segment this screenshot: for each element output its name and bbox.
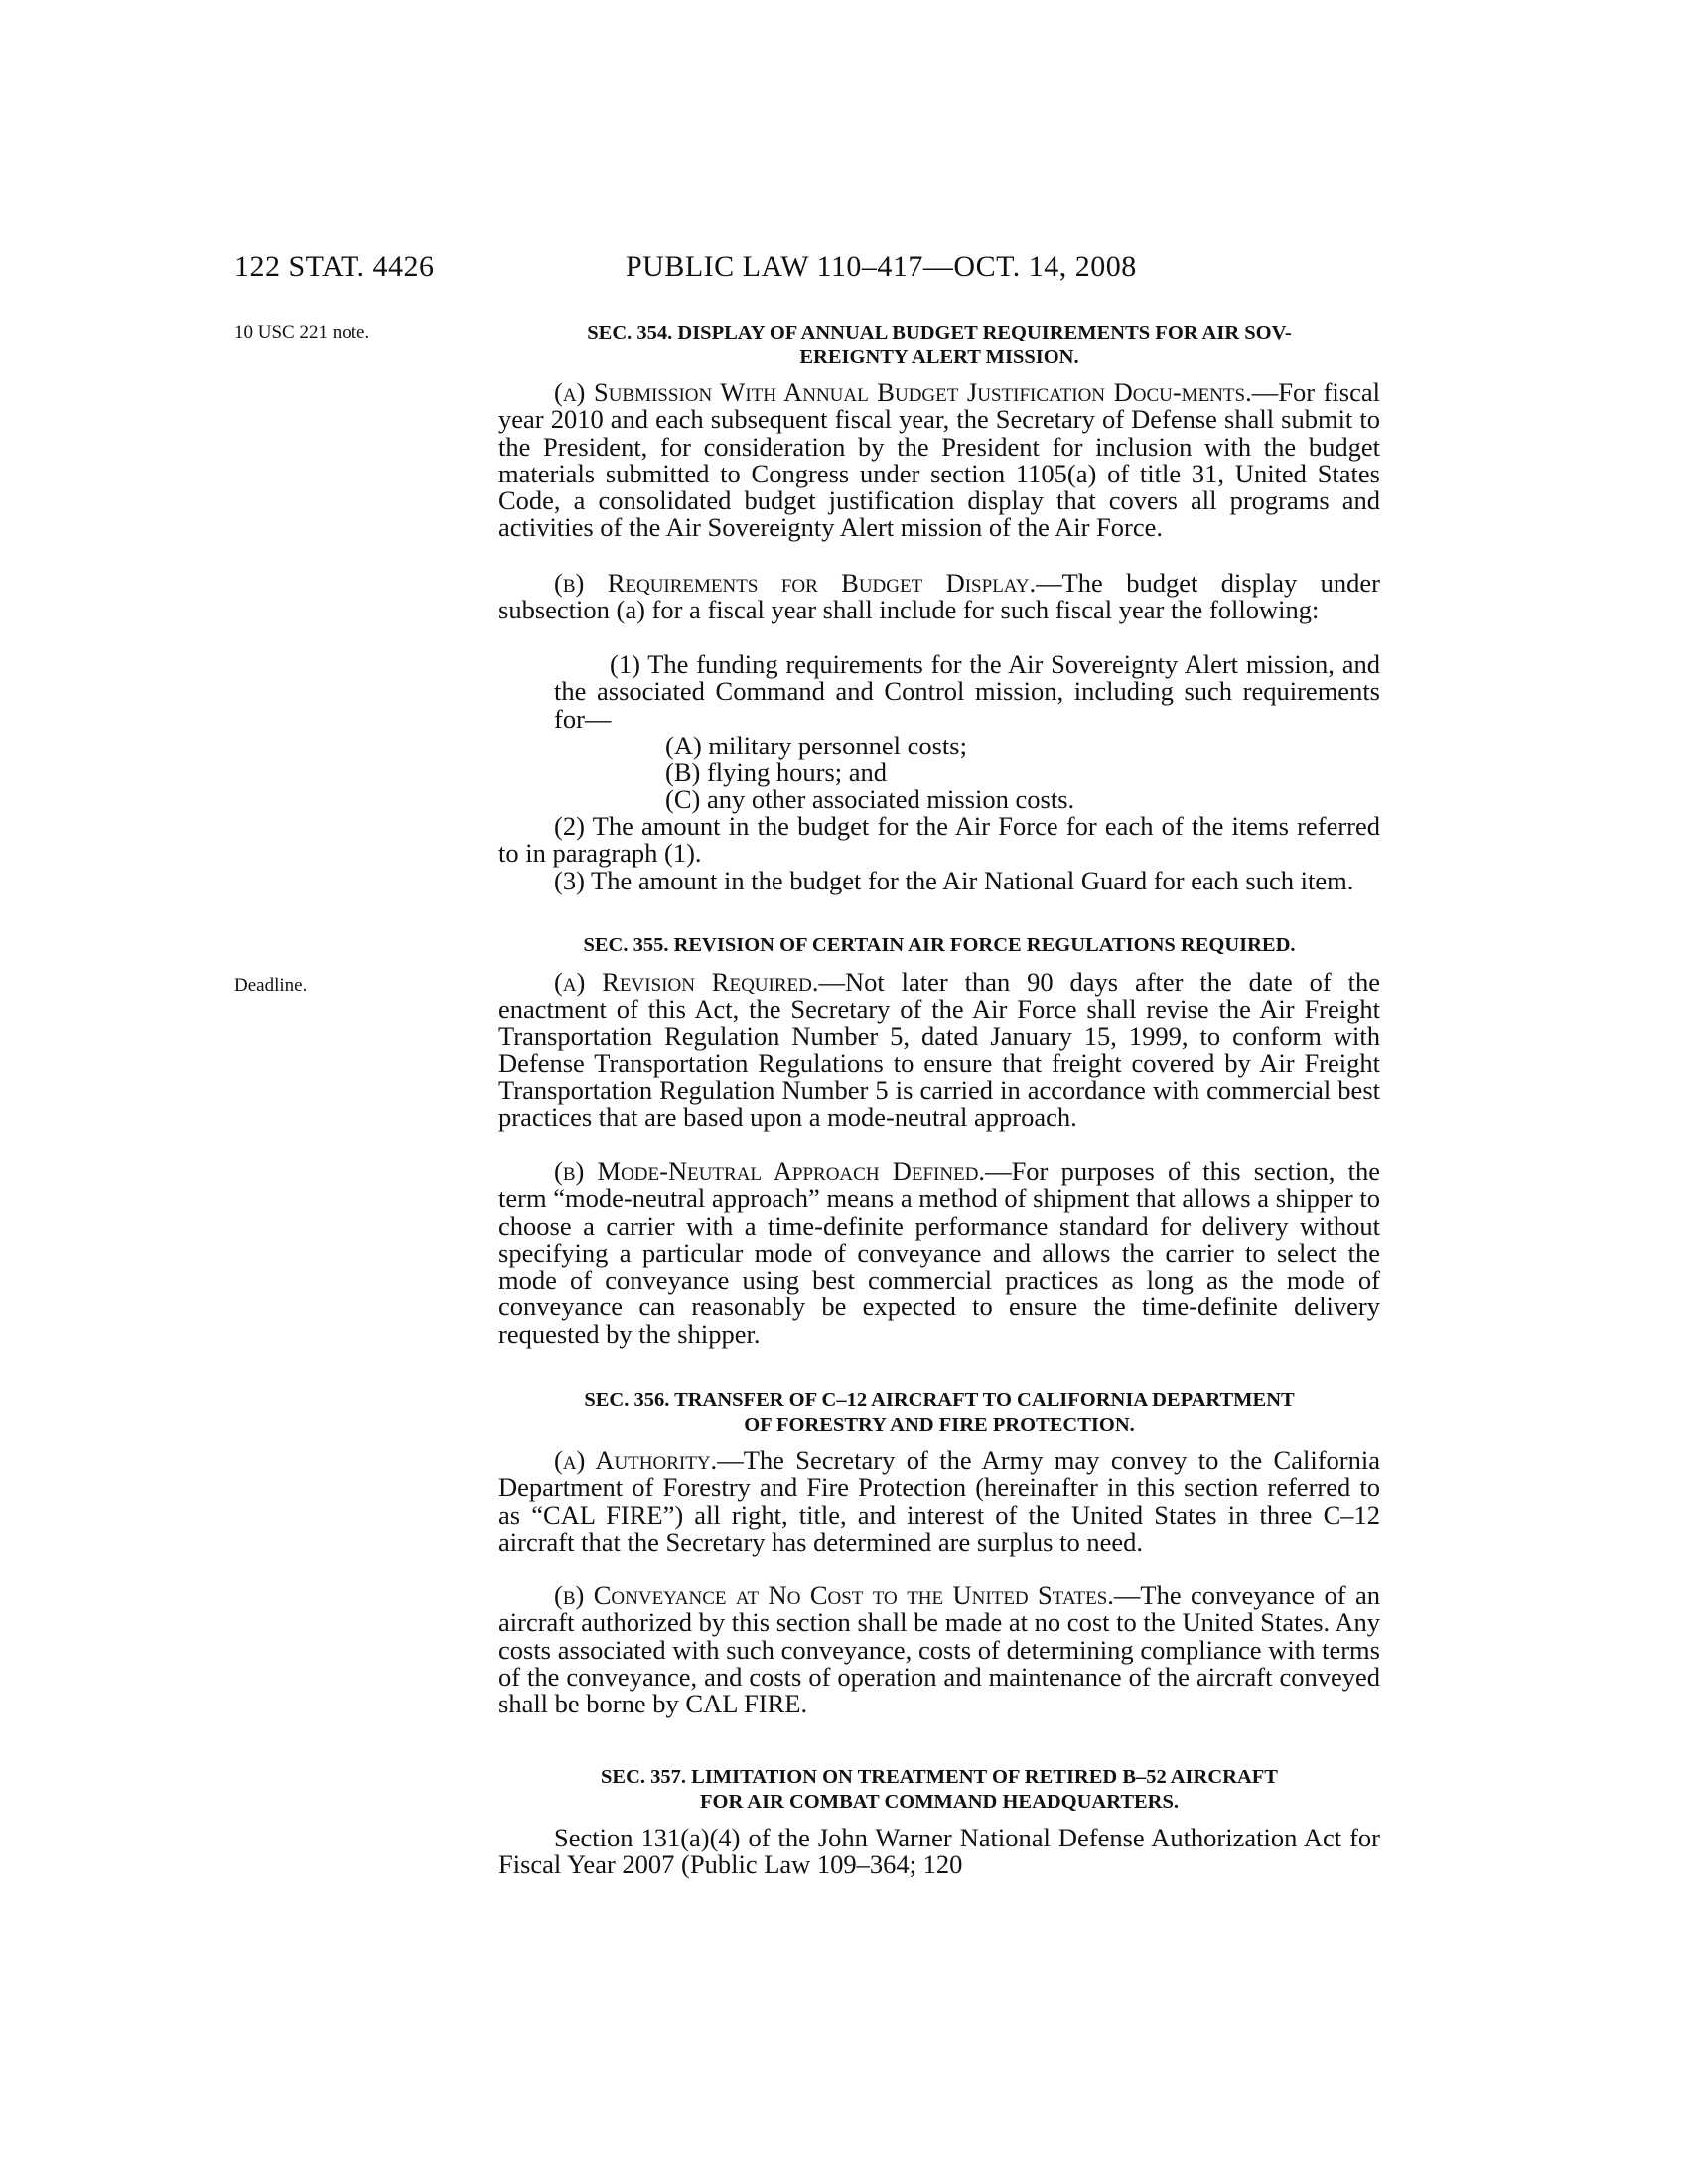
- sec-356-a-text: —The Secretary of the Army may convey to the California Department of Forestry and Fire Protection (hereinafter in this section referred to as “CAL FIRE”) all right, title, and interest of the United States in three C–12 aircraft that the Secretary has determined are surplus to need.: [498, 1445, 1380, 1557]
- sec-355-a-text: —Not later than 90 days after the date of the enactment of this Act, the Secretary of the Air Force shall revise the Air Freight Transportation Regulation Number 5, dated January 15, 1999, to conform with Defense Transportation Regulations to ensure that freight covered by Air Freight Transportation Regulation Number 5 is carried in accordance with commercial best practices that are based upon a mode-neutral approach.: [498, 967, 1380, 1133]
- sec-354-subsection-a: [498, 379, 1380, 542]
- sec-354-paragraph-1: (1) The funding requirements for the Air Sovereignty Alert mission, and the associated Command and Control mission, including such requirements for—: [554, 649, 1380, 734]
- sec-355-b-text: —For purposes of this section, the term “mode-neutral approach” means a method of shipment that allows a shipper to choose a carrier with a time-definite performance standard for delivery without specifying a particular mode of conveyance and allows the carrier to select the mode of conveyance using best commercial practices as long as the mode of conveyance can reasonably be expected to ensure the time-definite delivery requested by the shipper.: [498, 1157, 1380, 1349]
- sec-354-a-text: —For fiscal year 2010 and each subsequent fiscal year, the Secretary of Defense shall submit to the President, for consideration by the President for inclusion with the budget materials submitted to Congress under section 1105(a) of title 31, United States Code, a consolidated budget justification display that covers all programs and activities of the Air Sovereignty Alert mission of the Air Force.: [498, 377, 1380, 543]
- sec-357-heading-line1: SEC. 357. LIMITATION ON TREATMENT OF RETIRED B–52 AIRCRAFT: [601, 1766, 1278, 1788]
- sec-356-subsection-a: [498, 1447, 1380, 1556]
- sec-357-heading: [498, 1765, 1380, 1815]
- sec-354-a-caption: (a) Submission With Annual Budget Justification Docu-ments.: [554, 377, 1252, 407]
- sec-356-heading: [498, 1388, 1380, 1437]
- sec-356-heading-line2: OF FORESTRY AND FIRE PROTECTION.: [744, 1414, 1135, 1435]
- sec-355-a-caption: (a) Revision Required.: [554, 967, 819, 997]
- sec-355-b-caption: (b) Mode-Neutral Approach Defined.: [554, 1157, 986, 1186]
- sec-354-heading-line2: EREIGNTY ALERT MISSION.: [799, 346, 1079, 368]
- sec-356-a-caption: (a) Authority.: [554, 1445, 718, 1475]
- sec-354-paragraph-3: (3) The amount in the budget for the Air National Guard for each such item.: [554, 866, 1354, 895]
- sec-354-heading-line1: SEC. 354. DISPLAY OF ANNUAL BUDGET REQUIREMENTS FOR AIR SOV-: [587, 322, 1292, 343]
- sec-354-paragraph-2: (2) The amount in the budget for the Air Force for each of the items referred to in paragraph (1).: [498, 811, 1380, 869]
- sec-355-subsection-a: [498, 969, 1380, 1132]
- stat-page-number: 122 STAT. 4426: [234, 250, 435, 283]
- sec-354-subparagraph-a: (A) military personnel costs;: [665, 731, 967, 760]
- running-header: PUBLIC LAW 110–417—OCT. 14, 2008: [626, 250, 1137, 283]
- sec-354-b-caption: (b) Requirements for Budget Display.: [554, 568, 1037, 598]
- sec-354-subparagraph-b: (B) flying hours; and: [665, 757, 888, 787]
- usc-margin-note: 10 USC 221 note.: [234, 322, 370, 342]
- sec-357-heading-line2: FOR AIR COMBAT COMMAND HEADQUARTERS.: [700, 1791, 1179, 1813]
- sec-356-b-caption: (b) Conveyance at No Cost to the United States.: [554, 1580, 1114, 1610]
- deadline-margin-note: Deadline.: [234, 975, 308, 996]
- sec-355-subsection-b: [498, 1159, 1380, 1348]
- sec-354-b-text: —The budget display under subsection (a) for a fiscal year shall include for such fiscal year the following:: [498, 568, 1380, 625]
- sec-356-heading-line1: SEC. 356. TRANSFER OF C–12 AIRCRAFT TO CALIFORNIA DEPARTMENT: [584, 1389, 1295, 1411]
- sec-356-subsection-b: [498, 1582, 1380, 1717]
- sec-355-heading: SEC. 355. REVISION OF CERTAIN AIR FORCE REGULATIONS REQUIRED.: [583, 934, 1296, 956]
- sec-354-heading: [498, 321, 1380, 370]
- sec-354-subsection-b: [498, 570, 1380, 624]
- sec-357-text: Section 131(a)(4) of the John Warner National Defense Authorization Act for Fiscal Year 2007 (Public Law 109–364; 120: [498, 1823, 1380, 1880]
- sec-356-b-text: —The conveyance of an aircraft authorized by this section shall be made at no cost to the United States. Any costs associated with such conveyance, costs of determining compliance with terms of the conveyance, and costs of operation and maintenance of the aircraft conveyed shall be borne by CAL FIRE.: [498, 1580, 1380, 1719]
- sec-354-subparagraph-c: (C) any other associated mission costs.: [665, 784, 1075, 814]
